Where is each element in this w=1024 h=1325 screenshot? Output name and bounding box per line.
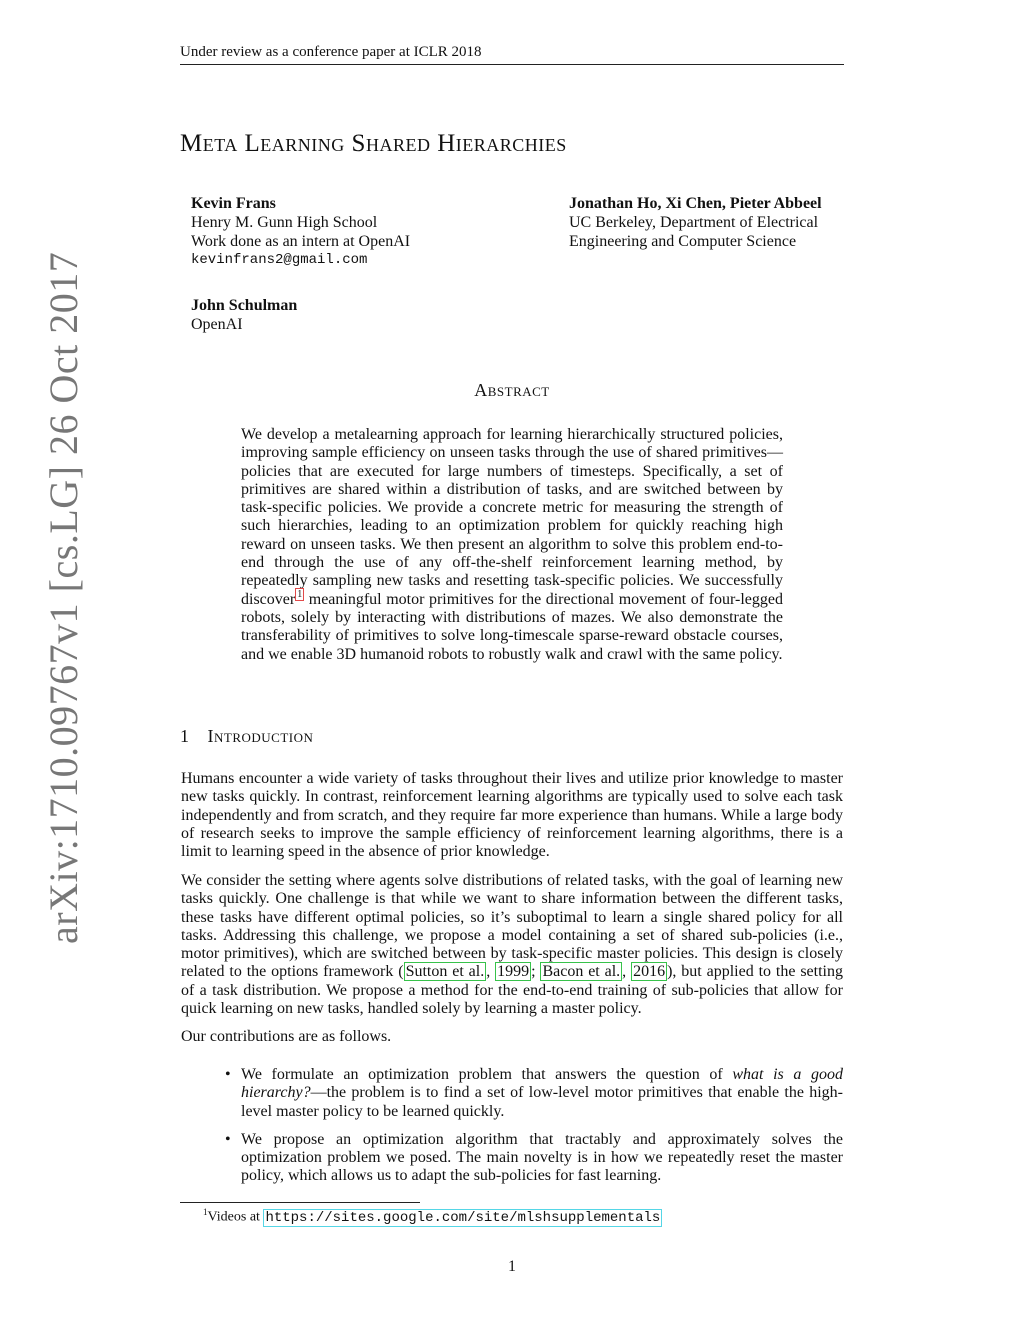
section-number: 1: [180, 726, 190, 746]
author-affiliation: Henry M. Gunn High School: [191, 214, 378, 231]
author-email[interactable]: kevinfrans2@gmail.com: [191, 252, 368, 268]
bullet-text: We propose an optimization algorithm that tractably and approximately solves the optimization problem we posed. The main novelty is in how we repeatedly reset the master policy, which allows us to adapt the sub-policies for fast learning.: [241, 1130, 843, 1185]
bullet-icon: •: [225, 1066, 231, 1083]
abstract-heading: Abstract: [474, 380, 550, 400]
author-block-1: [191, 194, 410, 270]
citation-separator: ,: [622, 963, 632, 981]
abstract-text: We develop a metalearning approach for learning hierarchically structured policies, improving sample efficiency on unseen tasks through the use of shared primitives—policies that are executed for large numbers of timesteps. Specifically, a set of primitives are shared within a distribution of tasks, and are switched between by task-specific policies. We provide a concrete metric for measuring the strength of such hierarchies, leading to an optimization problem for quickly reaching high reward on unseen tasks. We then present an algorithm to solve this problem end-to-end through the use of any off-the-shelf reinforcement learning method, by repeatedly sampling new tasks and resetting task-specific policies. We successfully discover: [241, 426, 783, 608]
paper-title: Meta Learning Shared Hierarchies: [180, 130, 567, 157]
section-heading: [180, 726, 313, 747]
list-item: [225, 1131, 843, 1186]
footnote-url-link[interactable]: https://sites.google.com/site/mlshsupplementals: [265, 1209, 661, 1226]
paragraph-text: ), but applied to the setting of a task distribution. We propose a method for the end-to-end training of sub-policies that allow for quick learning on new tasks, handled solely by learning a master policy.: [181, 963, 843, 1018]
author-affiliation: UC Berkeley, Department of Electrical: [569, 214, 819, 231]
author-name: Kevin Frans: [191, 195, 276, 212]
abstract-body: [241, 426, 783, 664]
citation-separator: ,: [486, 963, 496, 981]
header-rule: [180, 64, 844, 65]
citation-link[interactable]: 2016: [633, 963, 666, 981]
author-name: Jonathan Ho, Xi Chen, Pieter Abbeel: [569, 195, 822, 212]
author-affiliation: OpenAI: [191, 316, 243, 333]
bullet-emphasis: what is a good hierarchy?: [241, 1066, 843, 1102]
contributions-list: [225, 1066, 843, 1196]
intro-paragraph-2: [181, 872, 843, 1018]
running-header: Under review as a conference paper at ICLR 2018: [180, 44, 482, 60]
abstract-text-continued: meaningful motor primitives for the directional movement of four-legged robots, solely by interacting with distributions of mazes. We also demonstrate the transferability of primitives to solve long-timescale sparse-reward obstacle courses, and we enable 3D humanoid robots to robustly walk and crawl with the same policy.: [241, 590, 783, 663]
footnote-link[interactable]: 1: [297, 589, 303, 601]
arxiv-stamp: arXiv:1710.09767v1 [cs.LG] 26 Oct 2017: [41, 251, 86, 944]
footnote-rule: [180, 1202, 420, 1203]
page-number: 1: [508, 1258, 516, 1275]
citation-link[interactable]: Bacon et al.: [542, 963, 621, 981]
intro-paragraph-1: Humans encounter a wide variety of tasks throughout their lives and utilize prior knowledge to master new tasks quickly. In contrast, reinforcement learning algorithms are typically used to solve each task independently and from scratch, and they require far more experience than humans. While a large body of research seeks to improve the sample efficiency of reinforcement learning algorithms, there is a limit to learning speed in the absence of prior knowledge.: [181, 770, 843, 861]
author-name: John Schulman: [191, 297, 298, 314]
intro-paragraph-3: Our contributions are as follows.: [181, 1028, 392, 1045]
author-block-3: [191, 296, 297, 334]
footnote: [203, 1207, 662, 1226]
section-title: Introduction: [207, 726, 314, 746]
footnote-mark: 1: [203, 1207, 208, 1217]
author-affiliation: Engineering and Computer Science: [569, 233, 797, 250]
bullet-icon: •: [225, 1130, 231, 1148]
bullet-text: We formulate an optimization problem that answers the question of: [241, 1066, 733, 1083]
footnote-label: Videos at: [207, 1209, 264, 1225]
citation-link[interactable]: 1999: [497, 963, 530, 981]
author-note: Work done as an intern at OpenAI: [191, 233, 411, 250]
paragraph-text: We consider the setting where agents solve distributions of related tasks, with the goal of learning new tasks quickly. One challenge is that while we want to share information between the different tasks, these tasks have different optimal policies, so it’s suboptimal to learn a single shared policy for all tasks. Addressing this challenge, we propose a model containing a set of shared sub-policies (i.e., motor primitives), which are switched between by task-specific master policies. This design is closely related to the options framework (: [181, 872, 843, 981]
bullet-text: —the problem is to find a set of low-level motor primitives that enable the high-level master policy to be learned quickly.: [241, 1084, 843, 1120]
citation-separator: ;: [531, 963, 541, 981]
citation-link[interactable]: Sutton et al.: [405, 963, 485, 981]
author-block-2: [569, 194, 822, 251]
list-item: [225, 1066, 843, 1121]
